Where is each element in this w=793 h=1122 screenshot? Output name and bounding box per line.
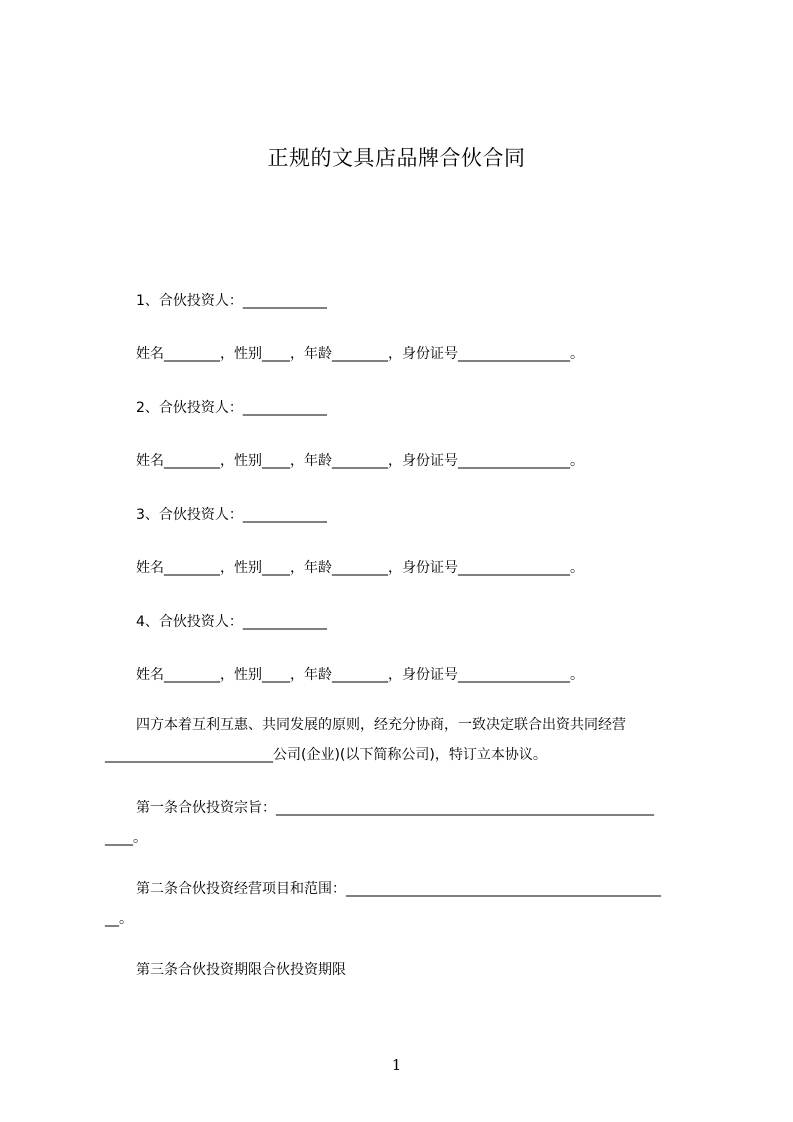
investor-3-details: 姓名________，性别____，年龄________，身份证号________________。 [136,560,584,576]
investor-1-heading: 1、合伙投资人：____________ [136,293,327,309]
intro-paragraph [105,715,705,765]
article-2-line-2: __。 [105,911,133,927]
article-1-line-1: 第一条合伙投资宗旨：______________________________________________________ [136,800,654,816]
investor-2-details: 姓名________，性别____，年龄________，身份证号________________。 [136,453,584,469]
investor-1-details: 姓名________，性别____，年龄________，身份证号________________。 [136,346,584,362]
investor-4-heading: 4、合伙投资人：____________ [136,614,327,630]
investor-4-details: 姓名________，性别____，年龄________，身份证号________________。 [136,667,584,683]
article-3-heading: 第三条合伙投资期限合伙投资期限 [136,962,346,978]
article-2-paragraph [105,879,705,929]
article-1-paragraph [105,798,705,848]
investor-3-heading: 3、合伙投资人：____________ [136,507,327,523]
article-2-line-1: 第二条合伙投资经营项目和范围：_____________________________________________ [136,881,661,897]
intro-line-1: 四方本着互利互惠、共同发展的原则，经充分协商，一致决定联合出资共同经营 [136,717,626,733]
page-number: 1 [391,1056,402,1074]
investor-2-heading: 2、合伙投资人：____________ [136,400,327,416]
article-1-line-2: ____。 [105,830,147,846]
intro-line-2: ________________________公司(企业)(以下简称公司)，特订立本协议。 [105,747,547,763]
document-title: 正规的文具店品牌合伙合同 [267,146,526,170]
